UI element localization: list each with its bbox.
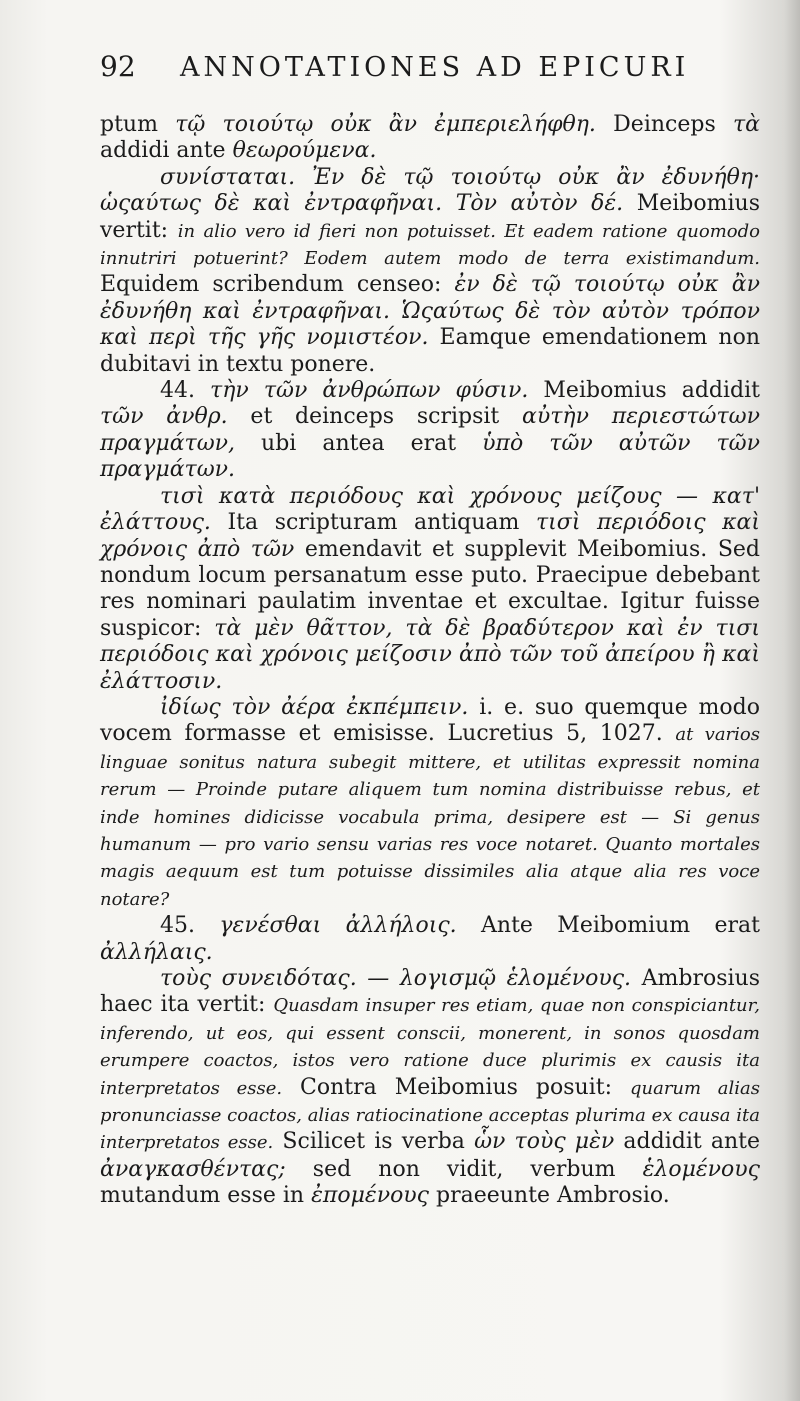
commentary-text: emendavit et supplevit Meibomius. Sed nondum locum persanatum esse puto. Praecipue debebant res nominari paulatim inventae et excultae. Igitur fuisse suspicor: xyxy=(100,536,761,641)
paragraph xyxy=(100,165,760,378)
paragraph xyxy=(100,378,760,484)
greek-text: τὴν τῶν ἀνθρώπων φύσιν. xyxy=(210,378,529,404)
commentary-text: praeeunte Ambrosio. xyxy=(429,1183,670,1209)
commentary-text: et deinceps scripsit xyxy=(227,404,523,430)
commentary-text: sed non vidit, verbum xyxy=(285,1156,643,1182)
latin-quotation: quarum alias pronunciasse coactos, alias ratiocinatione acceptas plurima ex causa ita interpretatos esse. xyxy=(100,1077,760,1154)
commentary-text: addidit ante xyxy=(614,1129,760,1155)
commentary-text: Deinceps xyxy=(595,112,733,137)
latin-quotation: Quasdam insuper res etiam, quae non conspiciantur, inferendo, ut eos, qui essent conscii, monerent, in sonos quosdam erumpere coactos, istos vero ratione duce plurimis ex causis ita interpretatos esse. xyxy=(100,995,760,1099)
page-number: 92 xyxy=(100,50,136,83)
commentary-text: Ambrosius haec ita vertit: xyxy=(100,966,760,1018)
commentary-text: ubi antea erat xyxy=(235,430,483,456)
commentary-text: mutandum esse in xyxy=(100,1183,312,1209)
paragraph xyxy=(100,966,760,1210)
commentary-text: Meibomius addidit xyxy=(528,378,760,404)
greek-text: αὐτὴν περιεστώτων πραγμάτων, xyxy=(100,404,760,456)
greek-text: ἐπομένους xyxy=(311,1183,430,1209)
greek-text: ἑλομένους xyxy=(642,1156,760,1182)
commentary-text: Eamque emendationem non dubitavi in textu ponere. xyxy=(100,325,760,377)
greek-text: ὑπὸ τῶν αὐτῶν τῶν πραγμάτων. xyxy=(100,430,761,483)
greek-text: γενέσθαι ἀλλήλοις. xyxy=(219,913,457,939)
commentary-text: 45. xyxy=(160,913,220,939)
commentary-text: Scilicet is verba xyxy=(273,1129,475,1155)
greek-text: τισὶ κατὰ περιόδους καὶ χρόνους μείζους — κατ' ἐλάττους. xyxy=(100,483,760,536)
greek-text: ἀναγκασθέντας; xyxy=(100,1156,286,1182)
paragraph xyxy=(100,484,760,695)
commentary-text: Meibomius vertit: xyxy=(100,191,760,243)
greek-text: τὰ xyxy=(732,112,760,137)
greek-text: τῶν ἀνθρ. xyxy=(100,404,228,430)
greek-text: ὧν τοὺς μὲν xyxy=(474,1129,615,1155)
greek-text: ἐν δὲ τῷ τοιούτῳ οὐκ ἂν ἐδυνήθη καὶ ἐντραφῆναι. Ὡςαύτως δὲ τὸν αὐτὸν τρόπον καὶ περὶ τῆς γῆς νομιστέον. xyxy=(100,272,760,351)
greek-text: θεωρούμενα. xyxy=(232,138,377,164)
greek-text: τὰ μὲν θᾶττον, τὰ δὲ βραδύτερον καὶ ἐν τισι περιόδοις καὶ χρόνοις μείζοσιν ἀπὸ τῶν τοῦ ἀπείρου ἢ καὶ ἐλάττοσιν. xyxy=(100,615,760,694)
commentary-text: 44. xyxy=(160,378,211,404)
greek-text: τοὺς συνειδότας. — λογισμῷ ἑλομένους. xyxy=(160,966,632,991)
paragraph xyxy=(100,913,760,966)
latin-quotation: at varios linguae sonitus natura subegit mittere, et utilitas expressit nomina rerum — Proinde putare aliquem tum nomina distribuisse rebus, et inde homines didicisse vocabula prima, desipere est — Si genus humanum — pro vario sensu varias res voce notaret. Quanto mortales magis aequum est tum potuisse dissimiles alia atque alia res voce notare? xyxy=(100,724,760,910)
commentary-text: i. e. suo quemque modo vocem formasse et emisisse. Lucretius 5, 1027. xyxy=(100,694,760,747)
greek-text: τῷ τοιούτῳ οὐκ ἂν ἐμπεριελήφθη. xyxy=(175,112,596,137)
commentary-text: Equidem scribendum censeo: xyxy=(100,272,455,298)
commentary-text: Ita scripturam antiquam xyxy=(210,510,536,536)
commentary-text: Ante Meibomium erat xyxy=(456,913,760,939)
commentary-text: ptum xyxy=(100,112,176,137)
greek-text: τισὶ περιόδοις καὶ χρόνοις ἀπὸ τῶν xyxy=(100,510,761,562)
running-title: ANNOTATIONES AD EPICURI xyxy=(180,52,690,83)
paragraph xyxy=(100,695,760,913)
greek-text: ἀλλήλαις. xyxy=(100,939,213,965)
paragraph xyxy=(100,112,760,165)
commentary-text: Contra Meibomius posuit: xyxy=(282,1074,630,1100)
page-header xyxy=(100,50,750,83)
greek-text: ἰδίως τὸν ἀέρα ἐκπέμπειν. xyxy=(160,694,469,720)
latin-quotation: in alio vero id fieri non potuisset. Et eadem ratione quomodo innutriri potuerint? Eodem autem modo de terra existimandum. xyxy=(100,220,760,270)
commentary-text: addidi ante xyxy=(100,138,233,164)
greek-text: συνίσταται. Ἐν δὲ τῷ τοιούτῳ οὐκ ἂν ἐδυνήθη· ὡςαύτως δὲ καὶ ἐντραφῆναι. Τὸν αὐτὸν δέ. xyxy=(100,164,760,217)
body-text xyxy=(100,112,760,1210)
